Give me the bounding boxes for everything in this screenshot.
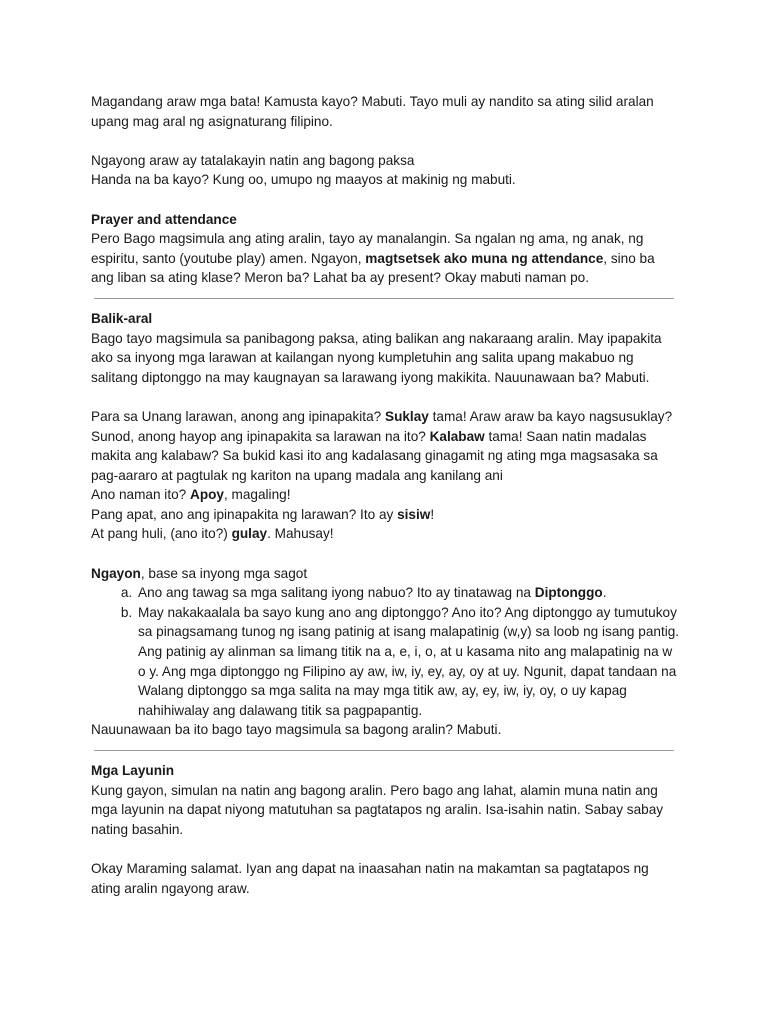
item-a-after: . <box>602 585 607 601</box>
layunin-paragraph: Kung gayon, simulan na natin ang bagong aralin. Pero bago ang lahat, alamin muna natin ang mga layunin na dapat niyong matutuhan sa pagtatapos ng aralin. Isa-isahin natin. Sabay sabay nating basahin. <box>91 782 664 837</box>
prayer-text-before: Pero Bago magsimula ang ating aralin, tayo ay manalangin. Sa ngalan ng ama, ng anak, ng espiritu, santo (youtube play) amen. Ngayon, <box>91 231 644 266</box>
balik-aral-intro: Bago tayo magsimula sa panibagong paksa, ating balikan ang nakaraang aralin. May ipapakita ako sa inyong mga larawan at kailangan nyong kumpletuhin ang salita upang makabuo ng salitang diptonggo na may kaugnayan sa larawang iyong makikita. Nauunawaan ba? Mabuti. <box>91 330 662 385</box>
prayer-attendance-bold: magtsetsek ako muna ng attendance <box>365 250 604 266</box>
ngayon-closing: Nauunawaan ba ito bago tayo magsimula sa bagong aralin? Mabuti. <box>91 722 502 738</box>
q5-text-after: . Mahusay! <box>267 526 334 542</box>
answer-kalabaw: Kalabaw <box>429 428 485 444</box>
intro-paragraph: Magandang araw mga bata! Kamusta kayo? Mabuti. Tayo muli ay nandito sa ating silid aralan upang mag aral ng asignaturang filipino. <box>91 94 654 129</box>
section-divider <box>94 750 674 751</box>
diptonggo-bold: Diptonggo <box>534 585 603 601</box>
q1-text-before: Para sa Unang larawan, anong ang ipinapakita? <box>91 408 385 424</box>
list-item-b: b. May nakakaalala ba sayo kung ano ang diptonggo? Ano ito? Ang diptonggo ay tumutukoy sa pinagsamang tunog ng isang patinig at isang malapatinig (w,y) sa loob ng isang pantig. Ang patinig ay alinman sa limang titik na a, e, i, o, at u kasama nito ang malapatinig na w o y. Ang mga diptonggo ng Filipino ay aw, iw, iy, ey, ay, oy at uy. Ngunit, dapat tandaan na Walang diptonggo sa mga salita na may mga titik aw, ay, ey, iw, iy, oy, o uy kapag nahihiwalay ang dalawang titik sa pagpapantig. <box>136 603 681 721</box>
spacer <box>91 387 681 407</box>
prayer-heading: Prayer and attendance <box>91 211 237 227</box>
q3-text-after: , magaling! <box>223 487 291 503</box>
q2-text-after: tama! Saan natin madalas makita ang kalabaw? Sa bukid kasi ito ang kadalasang ginagamit ng ating mga magsasaka sa pag-aararo at pagtulak ng kariton na upang madala ang kanilang ani <box>91 428 658 483</box>
intro-topic-line: Ngayong araw ay tatalakayin natin ang bagong paksa <box>91 152 415 168</box>
answer-gulay: gulay <box>231 526 268 542</box>
q5-text-before: At pang huli, (ano ito?) <box>91 526 232 542</box>
prayer-paragraph <box>91 229 681 288</box>
answer-apoy: Apoy <box>190 487 224 503</box>
list-item-a <box>136 583 681 603</box>
prayer-text-after: , sino ba ang liban sa ating klase? Meron ba? Lahat ba ay present? Okay mabuti naman po. <box>91 250 655 286</box>
item-a-before: Ano ang tawag sa mga salitang iyong nabuo? Ito ay tinatawag na <box>138 585 535 601</box>
ngayon-bold: Ngayon <box>91 565 141 581</box>
spacer <box>91 190 681 210</box>
q1-text-after: tama! Araw araw ba kayo nagsusuklay? Sunod, anong hayop ang ipinapakita sa larawan na ito? <box>91 408 673 444</box>
spacer <box>91 839 681 859</box>
ngayon-text: , base sa inyong mga sagot <box>140 565 308 581</box>
diptonggo-list <box>91 583 681 720</box>
layunin-closing: Okay Maraming salamat. Iyan ang dapat na inaasahan natin na makamtan sa pagtatapos ng ating aralin ngayong araw. <box>91 860 649 896</box>
spacer <box>91 131 681 151</box>
intro-ready-line: Handa na ba kayo? Kung oo, umupo ng maayos at makinig ng mabuti. <box>91 172 516 188</box>
answer-suklay: Suklay <box>385 408 429 424</box>
document-page <box>91 92 681 898</box>
ngayon-line <box>91 564 681 584</box>
answer-sisiw: sisiw <box>397 506 431 522</box>
spacer <box>91 544 681 564</box>
layunin-heading: Mga Layunin <box>91 763 175 778</box>
balik-aral-heading: Balik-aral <box>91 310 153 326</box>
question-gulay <box>91 524 681 544</box>
balik-aral-questions <box>91 407 681 485</box>
q4-text-after: ! <box>430 506 435 522</box>
q3-text-before: Ano naman ito? <box>91 487 190 503</box>
question-apoy <box>91 485 681 505</box>
question-sisiw <box>91 505 681 525</box>
section-divider <box>94 298 674 299</box>
q4-text-before: Pang apat, ano ang ipinapakita ng larawan? Ito ay <box>91 506 398 522</box>
